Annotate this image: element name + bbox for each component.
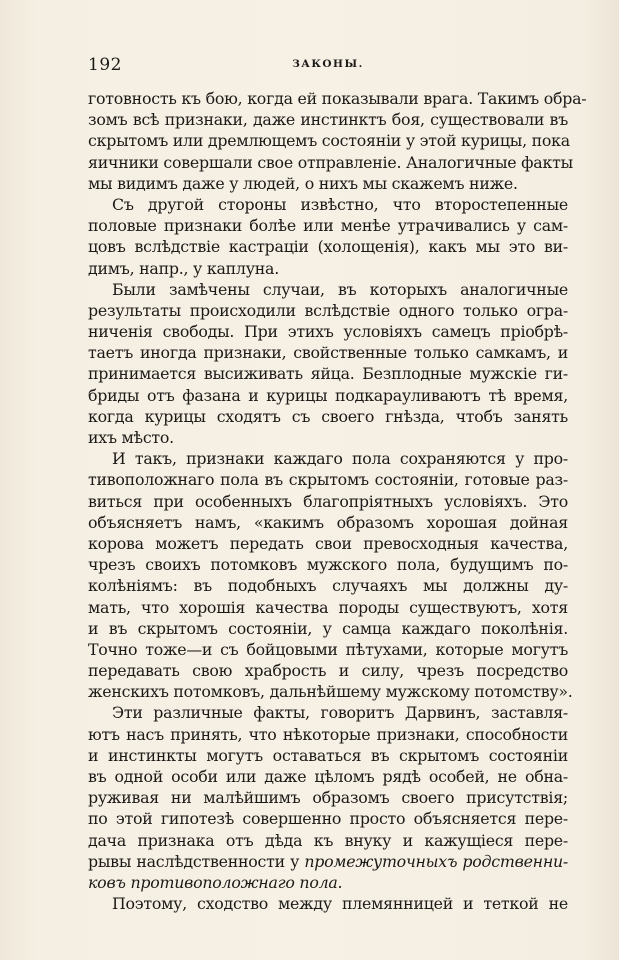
line-text: въ одной особи или даже цѣломъ рядѣ особей, не обна- — [88, 767, 568, 786]
line-text: ихъ мѣсто. — [88, 428, 174, 447]
text-line — [88, 173, 568, 194]
text-line — [88, 808, 568, 829]
text-line — [88, 215, 568, 236]
text-line — [88, 639, 568, 660]
line-text: зомъ всѣ признаки, даже инстинктъ боя, существовали въ — [88, 110, 568, 130]
running-title: ЗАКОНЫ. — [292, 58, 364, 70]
line-text: бриды отъ фазана и курицы подкарауливаютъ тѣ время, — [88, 385, 568, 405]
text-line — [88, 512, 568, 533]
line-text: Съ другой стороны извѣстно, что второстепенные — [112, 194, 568, 214]
line-text: цовъ вслѣдствiе кастрацiи (холощенiя), какъ мы это ви- — [88, 237, 568, 257]
paragraph-first-line — [88, 893, 568, 914]
paragraph-first-line — [88, 279, 568, 300]
page-number: 192 — [88, 55, 122, 75]
line-text: ютъ насъ принять, что нѣкоторые признаки, способности — [88, 724, 568, 744]
text-line — [88, 787, 568, 808]
text-line — [88, 427, 568, 448]
text-line — [88, 872, 568, 893]
text-line — [88, 597, 568, 618]
text-line — [88, 618, 568, 639]
text-line — [88, 851, 568, 872]
body-text — [88, 88, 587, 914]
line-text: колѣнiямъ: въ подобныхъ случаяхъ мы должны ду- — [88, 576, 568, 596]
line-text: рывы наслѣдственности у — [88, 851, 305, 871]
text-line — [88, 406, 568, 427]
text-line — [88, 258, 568, 279]
line-text: дача признака отъ дѣда къ внуку и кажущiеся пере- — [88, 830, 568, 850]
text-line — [88, 130, 568, 151]
line-text: готовность къ бою, когда ей показывали врага. Такимъ обра- — [88, 89, 587, 108]
paragraph-first-line — [88, 702, 568, 723]
line-text: и въ скрытомъ состоянiи, у самца каждаго поколѣнiя. — [88, 618, 568, 638]
text-line — [88, 533, 568, 554]
text-line — [88, 363, 568, 384]
text-line — [88, 385, 568, 406]
line-text: принимается высиживать яйца. Безплодные мужскiе ги- — [88, 364, 568, 384]
text-line — [88, 342, 568, 363]
text-line — [88, 830, 568, 851]
text-line — [88, 88, 587, 109]
text-line — [88, 681, 573, 702]
line-text: Точно тоже—и съ бойцовыми пѣтухами, которые могутъ — [88, 639, 568, 659]
italic-phrase: ковъ противоположнаго пола. — [88, 872, 343, 892]
text-line — [88, 321, 568, 342]
text-line — [88, 766, 568, 787]
line-text: Были замѣчены случаи, въ которыхъ аналогичные — [112, 279, 568, 299]
line-text: корова можетъ передать свои превосходныя качества, — [88, 533, 568, 553]
line-text: тивоположнаго пола въ скрытомъ состоянiи, готовые раз- — [88, 470, 568, 490]
italic-phrase: промежуточныхъ родственни- — [304, 851, 568, 871]
text-line — [88, 724, 568, 745]
line-text: мать, что хорошiя качества породы существуютъ, хотя — [88, 597, 568, 617]
text-line — [88, 469, 568, 490]
paragraph-first-line — [88, 194, 568, 215]
line-text: Эти различные факты, говоритъ Дарвинъ, заставля- — [112, 703, 568, 723]
text-line — [88, 575, 568, 596]
line-text: результаты происходили вслѣдствiе одного только огра- — [88, 300, 568, 320]
line-text: мы видимъ даже у людей, о нихъ мы скажемъ ниже. — [88, 173, 518, 193]
line-text: скрытомъ или дремлющемъ состоянiи у этой курицы, пока — [88, 131, 570, 151]
text-line — [88, 300, 568, 321]
line-text: димъ, напр., у каплуна. — [88, 258, 279, 278]
page-header — [88, 55, 568, 79]
text-line — [88, 109, 568, 130]
line-text: женскихъ потомковъ, дальнѣйшему мужскому потомству». — [88, 682, 573, 702]
line-text: чрезъ своихъ потомковъ мужского пола, будущимъ по- — [88, 555, 568, 575]
line-text: когда курицы сходятъ съ своего гнѣзда, чтобъ занять — [88, 406, 568, 426]
line-text: объясняетъ намъ, «какимъ образомъ хорошая дойная — [88, 512, 568, 532]
line-text: яичники совершали свое отправленiе. Аналогичные факты — [88, 152, 573, 172]
line-text: Поэтому, сходство между племянницей и теткой не — [112, 894, 568, 914]
text-line — [88, 491, 568, 512]
paragraph-first-line — [88, 448, 568, 469]
line-text: и инстинкты могутъ оставаться въ скрытомъ состоянiи — [88, 745, 568, 765]
text-line — [88, 554, 568, 575]
text-line — [88, 745, 568, 766]
line-text: по этой гипотезѣ совершенно просто объясняется пере- — [88, 809, 568, 829]
line-text: И такъ, признаки каждаго пола сохраняются у про- — [112, 449, 568, 469]
text-line — [88, 152, 573, 173]
line-text: руживая ни малѣйшимъ образомъ своего присутствiя; — [88, 788, 568, 808]
text-line — [88, 236, 568, 257]
line-text: таетъ иногда признаки, свойственные только самкамъ, и — [88, 343, 568, 363]
text-line — [88, 660, 568, 681]
line-text: передавать свою храбрость и силу, чрезъ посредство — [88, 661, 568, 681]
line-text: виться при особенныхъ благопрiятныхъ условiяхъ. Это — [88, 491, 568, 511]
line-text: ниченiя свободы. При этихъ условiяхъ самецъ прiобрѣ- — [88, 322, 568, 342]
line-text: половые признаки болѣе или менѣе утрачивались у сам- — [88, 216, 568, 236]
